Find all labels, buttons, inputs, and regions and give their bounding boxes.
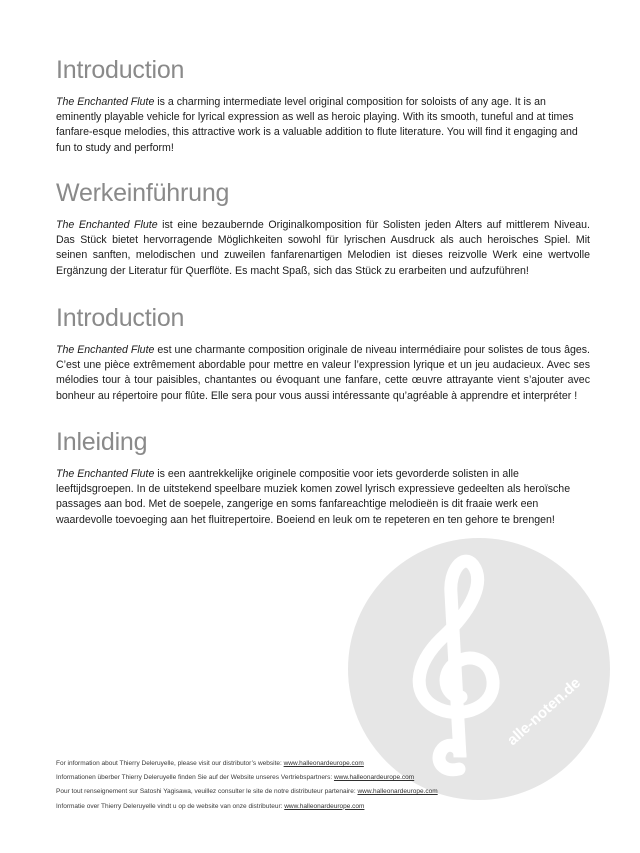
work-title: The Enchanted Flute [56,219,158,231]
section-heading: Introduction [56,56,185,84]
section-english [56,55,590,156]
paragraph-text: est une charmante composition originale de niveau intermédiaire pour solistes de tous âges. C’est une pièce extrêmement abordable pour mettre en valeur l’expression lyrique et un jeu audacieux. Avec ses mélodies tour à tour paisibles, chantantes ou évoquant une fanfare, cette œuvre attrayante vient s’ajouter avec bonheur au répertoire pour flûte. Elle sera pour vous aussi intéressante qu’agréable à apprendre et interpréter ! [56,344,590,402]
section-paragraph [56,95,590,156]
distributor-link[interactable]: www.halleonardeurope.com [283,760,364,767]
footer-line: For information about Thierry Deleruyelle, please visit our distributor’s website: www.halleonardeurope.com [56,760,364,767]
section-dutch [56,427,590,528]
section-french [56,303,590,404]
footer [56,757,596,814]
section-paragraph [56,218,590,279]
distributor-link[interactable]: www.halleonardeurope.com [284,802,365,810]
distributor-link[interactable]: www.halleonardeurope.com [333,774,415,782]
section-paragraph [56,467,590,528]
section-heading: Introduction [56,304,185,332]
section-heading: Inleiding [56,428,148,456]
section-paragraph [56,343,590,404]
footer-line: Pour tout renseignement sur Satoshi Yagisawa, veuillez consulter le site de notre distributeur partenaire: www.halleonardeurope.com [56,788,438,796]
section-heading: Werkeinführung [56,179,230,207]
footer-line: Informationen überber Thierry Deleruyelle finden Sie auf der Website unseres Vertriebspartners: www.halleonardeurope.com [56,774,415,782]
work-title: The Enchanted Flute [56,468,155,480]
paragraph-text: ist eine bezaubernde Originalkomposition für Solisten jeden Alters auf mittlerem Niveau. Das Stück bietet hervorragende Möglichkeiten sowohl für lyrischen Ausdruck als auch heroisches Spiel. Mit seinen sanften, melodischen und zuweilen fanfarenartigen Melodien ist dieses reizvolle Werk eine wertvolle Ergänzung der Literatur für Querflöte. Es macht Spaß, sich das Stück zu erarbeiten und aufzuführen! [56,219,590,277]
work-title: The Enchanted Flute [56,344,155,356]
paragraph-text: is a charming intermediate level original composition for soloists of any age. It is an eminently playable vehicle for lyrical expression as well as heroic playing. With its smooth, tuneful and at times fanfare-esque melodies, this attractive work is a valuable addition to flute literature. You will find it engaging and fun to study and perform! [56,96,578,154]
distributor-link[interactable]: www.halleonardeurope.com [357,788,438,796]
footer-line: Informatie over Thierry Deleruyelle vindt u op de website van onze distributeur: www.halleonardeurope.com [56,802,365,810]
paragraph-text: is een aantrekkelijke originele compositie voor iets gevorderde solisten in alle leeftijdsgroepen. In de uitstekend speelbare muziek komen zowel lyrisch expressieve gedeelten als heroïsche passages aan bod. Met de soepele, zangerige en soms fanfareachtige melodieën is dit fraaie werk een waardevolle toevoeging aan het fluitrepertoire. Boeiend en leuk om te repeteren en ten gehore te brengen! [56,468,571,526]
section-german [56,178,590,279]
watermark-text: alle-noten.de [503,674,585,749]
work-title: The Enchanted Flute [56,96,155,108]
